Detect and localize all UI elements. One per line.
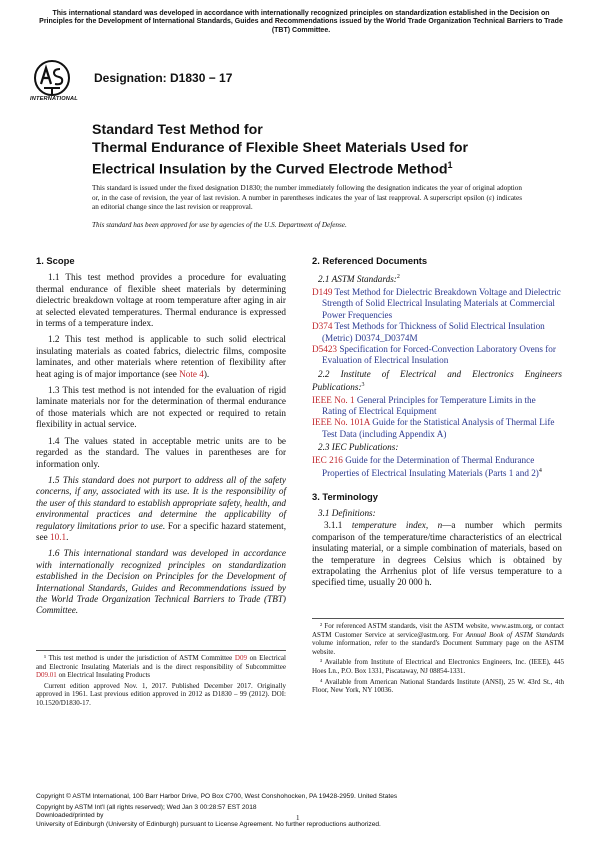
astm-ref-1[interactable]: [312, 321, 562, 344]
scope-1-6: 1.6 This international standard was developed in accordance with internationally recognized principles on standardization established in the Decision on Principles for the Development of International Standards, Guides and Recommendations issued by the World Trade Organization Technical Barriers to Trade (TBT) Committee.: [36, 548, 286, 616]
tbt-notice: This international standard was developed in accordance with internationally recognized principles on standardization established in the Decision on Principles for the Development of International Standards, Guides and Recommendations issued by the World Trade Organization Technical Barriers to Trade (TBT) Committee.: [39, 10, 563, 34]
astm-ref-0[interactable]: [312, 287, 562, 321]
iec-label: 2.3 IEC Publications:: [318, 442, 399, 453]
astm-ref-2[interactable]: [312, 344, 562, 367]
title-line-2: Thermal Endurance of Flexible Sheet Materials Used for Electrical Insulation by the Curved Electrode Method: [92, 139, 469, 178]
ieee-label: 2.2 Institute of Electrical and Electronics Engineers Publications:$^3$: [312, 368, 562, 393]
document-title: [92, 122, 532, 179]
scope-1-1: 1.1 This test method provides a procedure for evaluating thermal endurance of flexible sheet materials by determining dielectric breakdown voltage at room temperature after aging in air at selected elevated temperatures. Thermal endurance is expressed in terms of a temperature index.: [36, 272, 286, 329]
footnote-4: ⁴ Available from American National Standards Institute (ANSI), 25 W. 43rd St., 4th Floor, New York, NY 10036.: [312, 677, 564, 695]
title-footnote-mark[interactable]: 1: [447, 160, 453, 170]
footnote-1: ¹ This test method is under the jurisdiction of ASTM Committee D09 on Electrical and Electronic Insulating Materials and is the direct responsibility of Subcommittee D09.01 on Electrical Insulating Products Current edition approved Nov. 1, 2017. Published December 2017. Originally approved in 1961. Last previous edition approved in 2012 as D1830 – 99 (2012). DOI: 10.1520/D1830-17.: [36, 650, 286, 710]
page-footer: [36, 793, 566, 829]
scope-1-4: 1.4 The values stated in acceptable metric units are to be regarded as the standard. The values in parentheses are for information only.: [36, 435, 286, 469]
astm-logo: [30, 58, 78, 108]
scope-1-3: 1.3 This test method is not intended for the evaluation of rigid laminate materials nor for the determination of thermal endurance of those materials which are not expected or required to retain flexibility in actual service.: [36, 385, 286, 430]
footnotes-right: [312, 618, 564, 697]
ieee-ref-list: [312, 395, 562, 441]
scope-1-2: 1.2 This test method is applicable to such solid electrical insulating materials as coated fabrics, dielectric films, composite laminates, and other materials where retention of flexibility after heat aging is of major importance (see Note 4).: [36, 334, 286, 379]
license-line-2: Downloaded/printed by: [36, 812, 104, 820]
ref-code[interactable]: D5423: [312, 343, 338, 354]
issuance-note: This standard is issued under the fixed designation D1830; the number immediately following the designation indicates the year of original adoption or, in the case of revision, the year of last revision. A number in parentheses indicates the year of last reapproval. A superscript epsilon (ε) indicates an editorial change since the last revision or reapproval.: [92, 184, 522, 212]
edition-note: Current edition approved Nov. 1, 2017. Published December 2017. Originally approved in 1961. Last previous edition approved in 2012 as D1830 – 99 (2012). DOI: 10.1520/D1830-17.: [36, 681, 286, 707]
ref-title[interactable]: Guide for the Statistical Analysis of Thermal Life Test Data (including Appendix A): [322, 417, 555, 439]
temperature-index-definition: 3.1.1 temperature index, n—a number which permits comparison of the temperature/time characteristics of an electrical insulating material, or a simple combination of materials, based on the temperature in degrees Celsius which is obtained by extrapolating the Arrhenius plot of life versus temperature to a specified time, usually 20 000 h.: [312, 520, 563, 588]
ref-footnote-mark[interactable]: 4: [538, 468, 542, 475]
subcommittee-link[interactable]: D09.01: [36, 671, 57, 680]
left-column: [36, 255, 286, 622]
ref-title[interactable]: Specification for Forced-Convection Laboratory Ovens for Evaluation of Electrical Insulation: [322, 343, 556, 366]
ref-code[interactable]: D149: [312, 286, 333, 297]
logo-text: INTERNATIONAL: [30, 96, 78, 102]
ieee-ref-1[interactable]: [312, 417, 562, 440]
references-heading: 2. Referenced Documents: [312, 255, 428, 266]
page-number: 1: [296, 814, 300, 822]
scope-heading: 1. Scope: [36, 255, 75, 266]
ref-title[interactable]: Test Method for Dielectric Breakdown Voltage and Dielectric Strength of Solid Electrical Insulating Materials at Commercial Power Frequencies: [322, 286, 561, 320]
terminology-heading: 3. Terminology: [312, 490, 378, 502]
scope-1-5: 1.5 This standard does not purport to address all of the safety concerns, if any, associated with its use. It is the responsibility of the user of this standard to establish appropriate safety, health, and environmental practices and determine the applicability of regulatory limitations prior to use. For a specific hazard statement, see 10.1.: [36, 474, 286, 542]
ieee-ref-0[interactable]: [312, 395, 562, 418]
footnote-3: ³ Available from Institute of Electrical and Electronics Engineers, Inc. (IEEE), 445 Hoes Ln., P.O. Box 1331, Piscataway, NJ 08854-1331.: [312, 658, 564, 675]
ref-title[interactable]: Test Methods for Thickness of Solid Electrical Insulation (Metric) D0374_D0374M: [322, 321, 545, 343]
ref-title[interactable]: Guide for the Determination of Thermal Endurance Properties of Electrical Insulating Materials (Parts 1 and 2): [322, 454, 539, 479]
ref-code[interactable]: D374: [312, 321, 333, 332]
ref-code[interactable]: IEEE No. 101A: [312, 417, 370, 428]
ref-title[interactable]: General Principles for Temperature Limits in the Rating of Electrical Equipment: [322, 394, 536, 416]
iec-ref-0[interactable]: [312, 455, 562, 480]
approval-note: This standard has been approved for use by agencies of the U.S. Department of Defense.: [92, 221, 347, 229]
ref-code[interactable]: IEC 216: [312, 454, 343, 465]
astm-ref-list: [312, 287, 562, 367]
hazard-10-1-link[interactable]: 10.1: [50, 531, 67, 542]
iec-ref-list: [312, 455, 562, 480]
license-line-3: University of Edinburgh (University of Edinburgh) pursuant to License Agreement. No further reproductions authorized.: [36, 820, 381, 828]
right-column: [312, 255, 562, 594]
license-line-1: Copyright by ASTM Int'l (all rights reserved); Wed Jan 3 00:28:57 EST 2018: [36, 804, 257, 812]
committee-d09-link[interactable]: D09: [234, 654, 247, 662]
copyright-line: Copyright © ASTM International, 100 Barr Harbor Drive, PO Box C700, West Conshohocken, PA 19428-2959. United States: [36, 793, 398, 800]
ref-code[interactable]: IEEE No. 1: [312, 394, 355, 405]
title-line-1: Standard Test Method for: [92, 122, 263, 138]
astm-standards-label: 2.1 ASTM Standards:$^2$: [318, 274, 400, 285]
definitions-label: 3.1 Definitions:: [318, 507, 376, 518]
footnote-2: ² For referenced ASTM standards, visit the ASTM website, www.astm.org, or contact ASTM Customer Service at service@astm.org. For Annual Book of ASTM Standards volume information, refer to the standard's Document Summary page on the ASTM website.: [312, 622, 564, 656]
designation: Designation: D1830 − 17: [94, 71, 233, 85]
note-4-link[interactable]: Note 4: [179, 368, 204, 379]
